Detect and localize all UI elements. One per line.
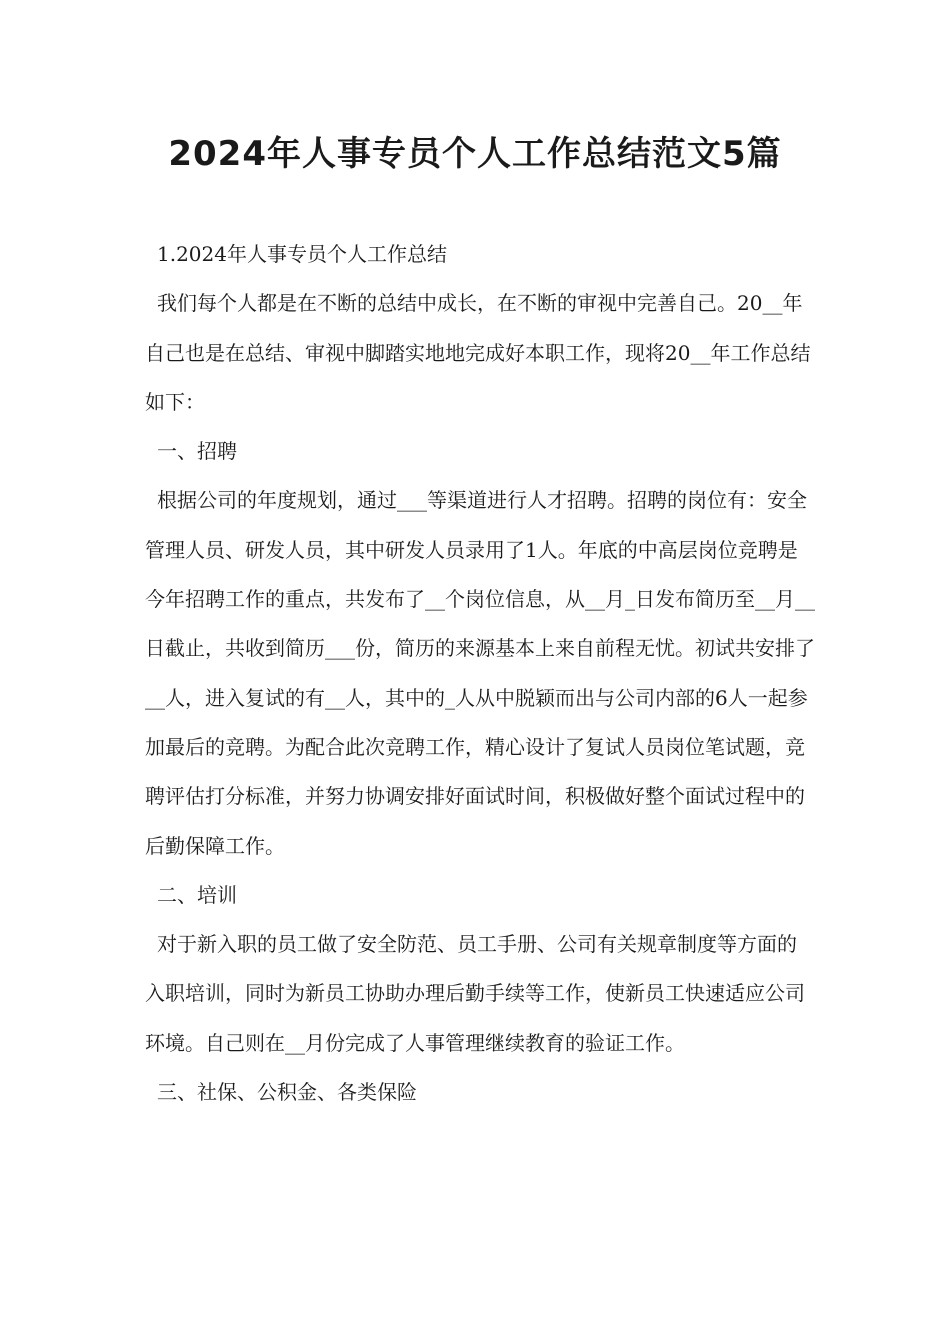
document-body	[145, 230, 815, 1117]
recruitment-paragraph: 根据公司的年度规划，通过___等渠道进行人才招聘。招聘的岗位有：安全管理人员、研发人员，其中研发人员录用了1人。年底的中高层岗位竞聘是今年招聘工作的重点，共发布了__个岗位信息，从__月_日发布简历至__月__日截止，共收到简历___份，简历的来源基本上来自前程无忧。初试共安排了__人，进入复试的有__人，其中的_人从中脱颖而出与公司内部的6人一起参加最后的竞聘。为配合此次竞聘工作，精心设计了复试人员岗位笔试题，竞聘评估打分标准，并努力协调安排好面试时间，积极做好整个面试过程中的后勤保障工作。	[145, 488, 815, 858]
intro-paragraph: 我们每个人都是在不断的总结中成长，在不断的审视中完善自己。20__年自己也是在总结、审视中脚踏实地地完成好本职工作，现将20__年工作总结如下：	[145, 291, 811, 414]
section-heading-recruitment: 一、招聘	[157, 439, 237, 464]
section-heading-insurance: 三、社保、公积金、各类保险	[157, 1080, 417, 1105]
document-title: 2024年人事专员个人工作总结范文5篇	[168, 134, 782, 174]
training-paragraph: 对于新入职的员工做了安全防范、员工手册、公司有关规章制度等方面的入职培训，同时为新员工协助办理后勤手续等工作，使新员工快速适应公司环境。自己则在__月份完成了人事管理继续教育的验证工作。	[145, 932, 805, 1055]
section-heading-1: 1.2024年人事专员个人工作总结	[157, 242, 447, 266]
section-heading-training: 二、培训	[157, 882, 237, 907]
